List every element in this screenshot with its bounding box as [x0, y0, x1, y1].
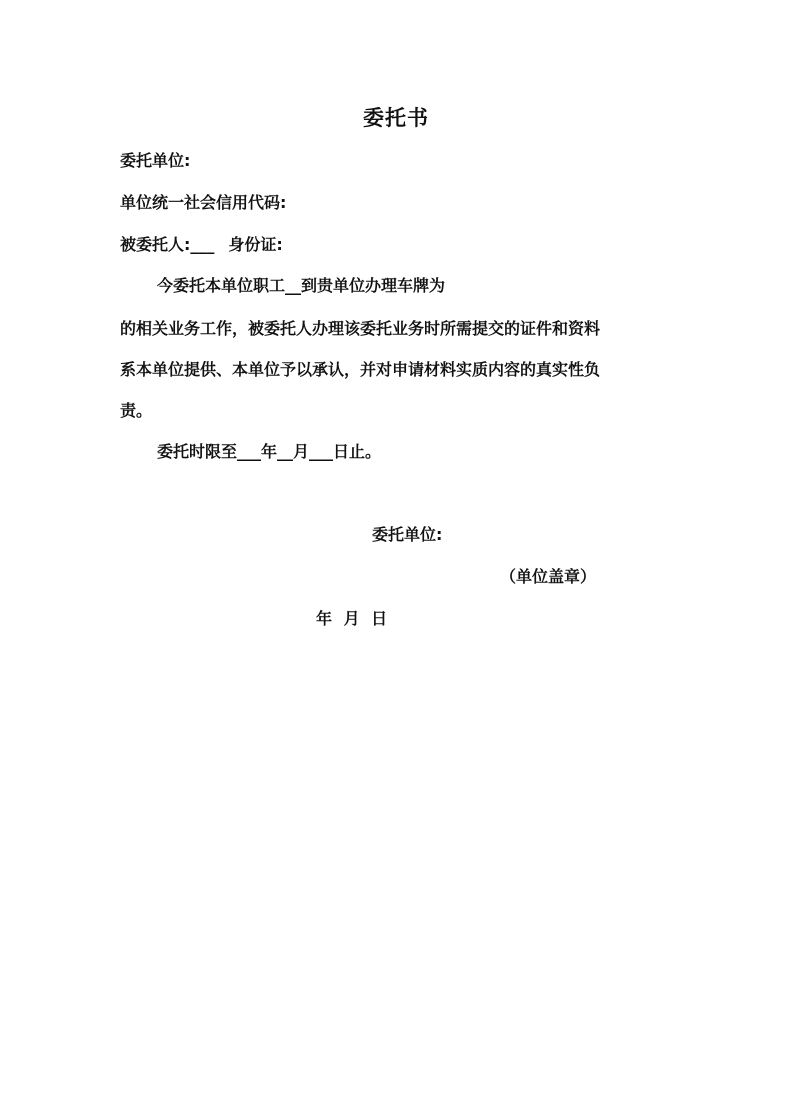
- paragraph-line-2: 的相关业务工作，被委托人办理该委托业务时所需提交的证件和资料: [120, 319, 601, 338]
- seal-note: （单位盖章）: [500, 567, 597, 586]
- date-line: 年 月 日: [316, 609, 388, 628]
- paragraph-line-3: 系本单位提供、本单位予以承认，并对申请材料实质内容的真实性负: [120, 360, 601, 379]
- id-label: 身份证:: [228, 235, 283, 254]
- paragraph-line-4: 责。: [120, 401, 153, 420]
- trustee-label: 被委托人:___: [120, 235, 215, 254]
- credit-code-label: 单位统一社会信用代码:: [120, 193, 287, 212]
- client-unit-label: 委托单位:: [120, 151, 191, 170]
- paragraph-line-1: 今委托本单位职工__到贵单位办理车牌为: [157, 276, 446, 295]
- document-title: 委托书: [363, 106, 429, 130]
- trustee-line: [120, 232, 283, 255]
- validity-line: 委托时限至___年__月___日止。: [157, 442, 382, 461]
- signature-unit-label: 委托单位:: [372, 525, 443, 544]
